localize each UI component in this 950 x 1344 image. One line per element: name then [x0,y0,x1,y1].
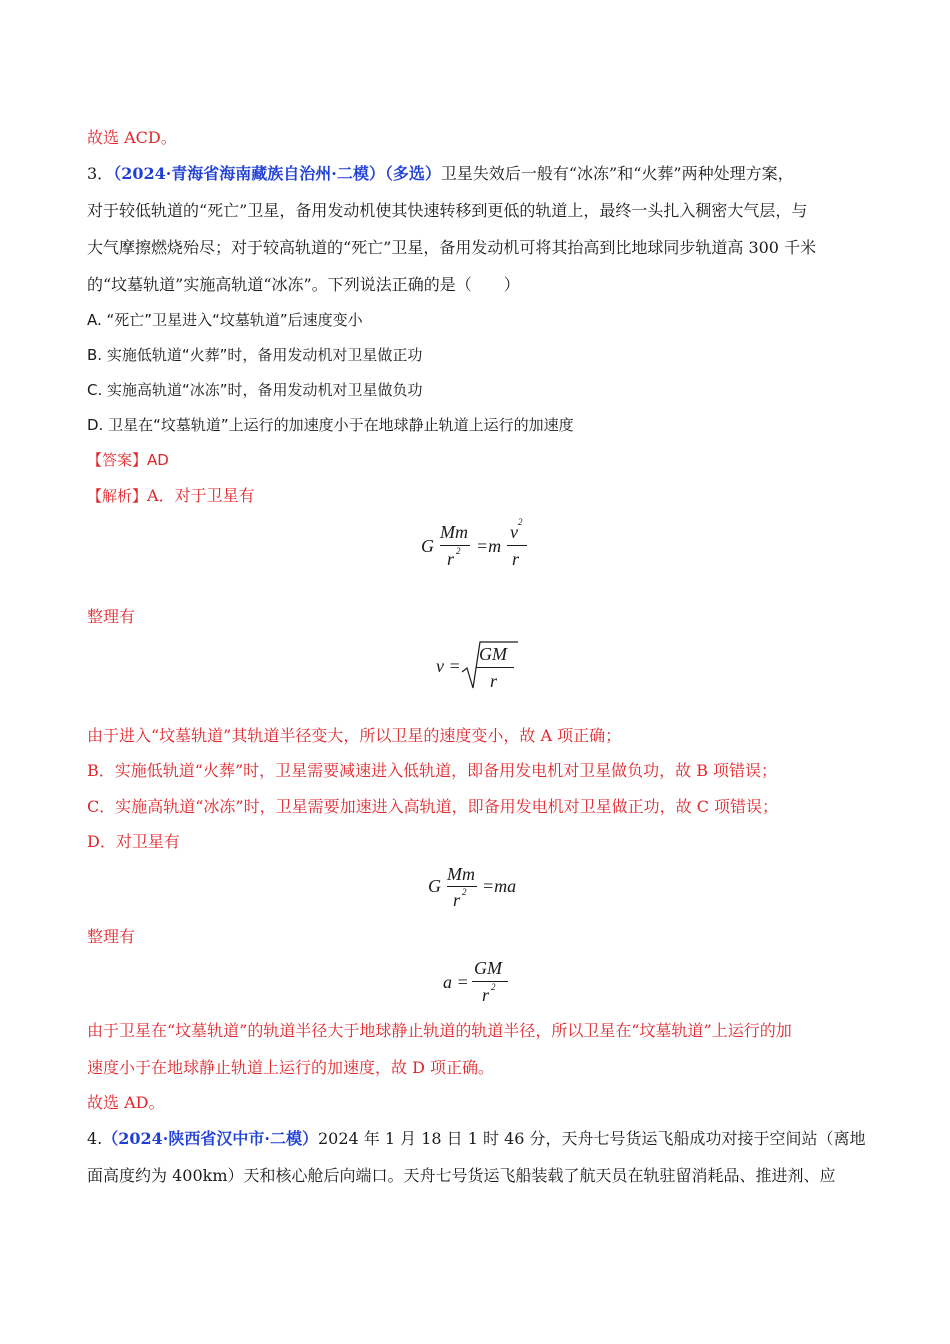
arrange-label-2: 整理有 [87,927,136,946]
explanation-a: 由于进入“坟墓轨道”其轨道半径变大，所以卫星的速度变小，故 A 项正确； [87,726,622,745]
explanation-conclusion-1: 由于卫星在“坟墓轨道”的轨道半径大于地球静止轨道的轨道半径，所以卫星在“坟墓轨道”上运行的加 [87,1021,792,1040]
final-answer: 故选 AD。 [87,1093,165,1112]
option-b: B. 实施低轨道“火葬”时，备用发动机对卫星做正功 [87,346,423,364]
question-3-line-3: 大气摩擦燃烧殆尽；对于较高轨道的“死亡”卫星，备用发动机可将其抬高到比地球同步轨道高 300 千米 [87,238,817,257]
explanation-c: C．实施高轨道“冰冻”时，卫星需要加速进入高轨道，即备用发电机对卫星做正功，故 C 项错误； [87,797,779,816]
explanation-conclusion-2: 速度小于在地球静止轨道上运行的加速度，故 D 项正确。 [87,1058,495,1077]
question-3-line-1: 3．（2024·青海省海南藏族自治州·二模）（多选）卫星失效后一般有“冰冻”和“火葬”两种处理方案， [87,164,794,183]
question-4-line-2: 面高度约为 400km）天和核心舱后向端口。天舟七号货运飞船装载了航天员在轨驻留消耗品、推进剂、应 [87,1166,836,1185]
option-a: A. “死亡”卫星进入“坟墓轨道”后速度变小 [87,311,363,329]
question-4-line-1: 4.（2024·陕西省汉中市·二模）2024 年 1 月 18 日 1 时 46 分，天舟七号货运飞船成功对接于空间站（离地 [87,1129,866,1148]
question-3-source: （2024·青海省海南藏族自治州·二模）（多选） [113,164,441,183]
option-d: D. 卫星在“坟墓轨道”上运行的加速度小于在地球静止轨道上运行的加速度 [87,416,574,434]
analysis-line: 【解析】A．对于卫星有 [87,486,255,505]
explanation-d: D．对卫星有 [87,832,180,851]
question-3-line-2: 对于较低轨道的“死亡”卫星，备用发动机使其快速转移到更低的轨道上，最终一头扎入稠密大气层，与 [87,201,808,220]
explanation-b: B．实施低轨道“火葬”时，卫星需要减速进入低轨道，即备用发电机对卫星做负功，故 B 项错误； [87,761,778,780]
question-4-source: （2024·陕西省汉中市·二模） [102,1129,318,1148]
answer-line: 【答案】AD [87,451,169,469]
answer-line-prev: 故选 ACD。 [87,128,177,147]
option-c: C. 实施高轨道“冰冻”时，备用发动机对卫星做负功 [87,381,423,399]
question-3-line-4: 的“坟墓轨道”实施高轨道“冰冻”。下列说法正确的是（ ） [87,275,520,294]
arrange-label-1: 整理有 [87,607,136,626]
